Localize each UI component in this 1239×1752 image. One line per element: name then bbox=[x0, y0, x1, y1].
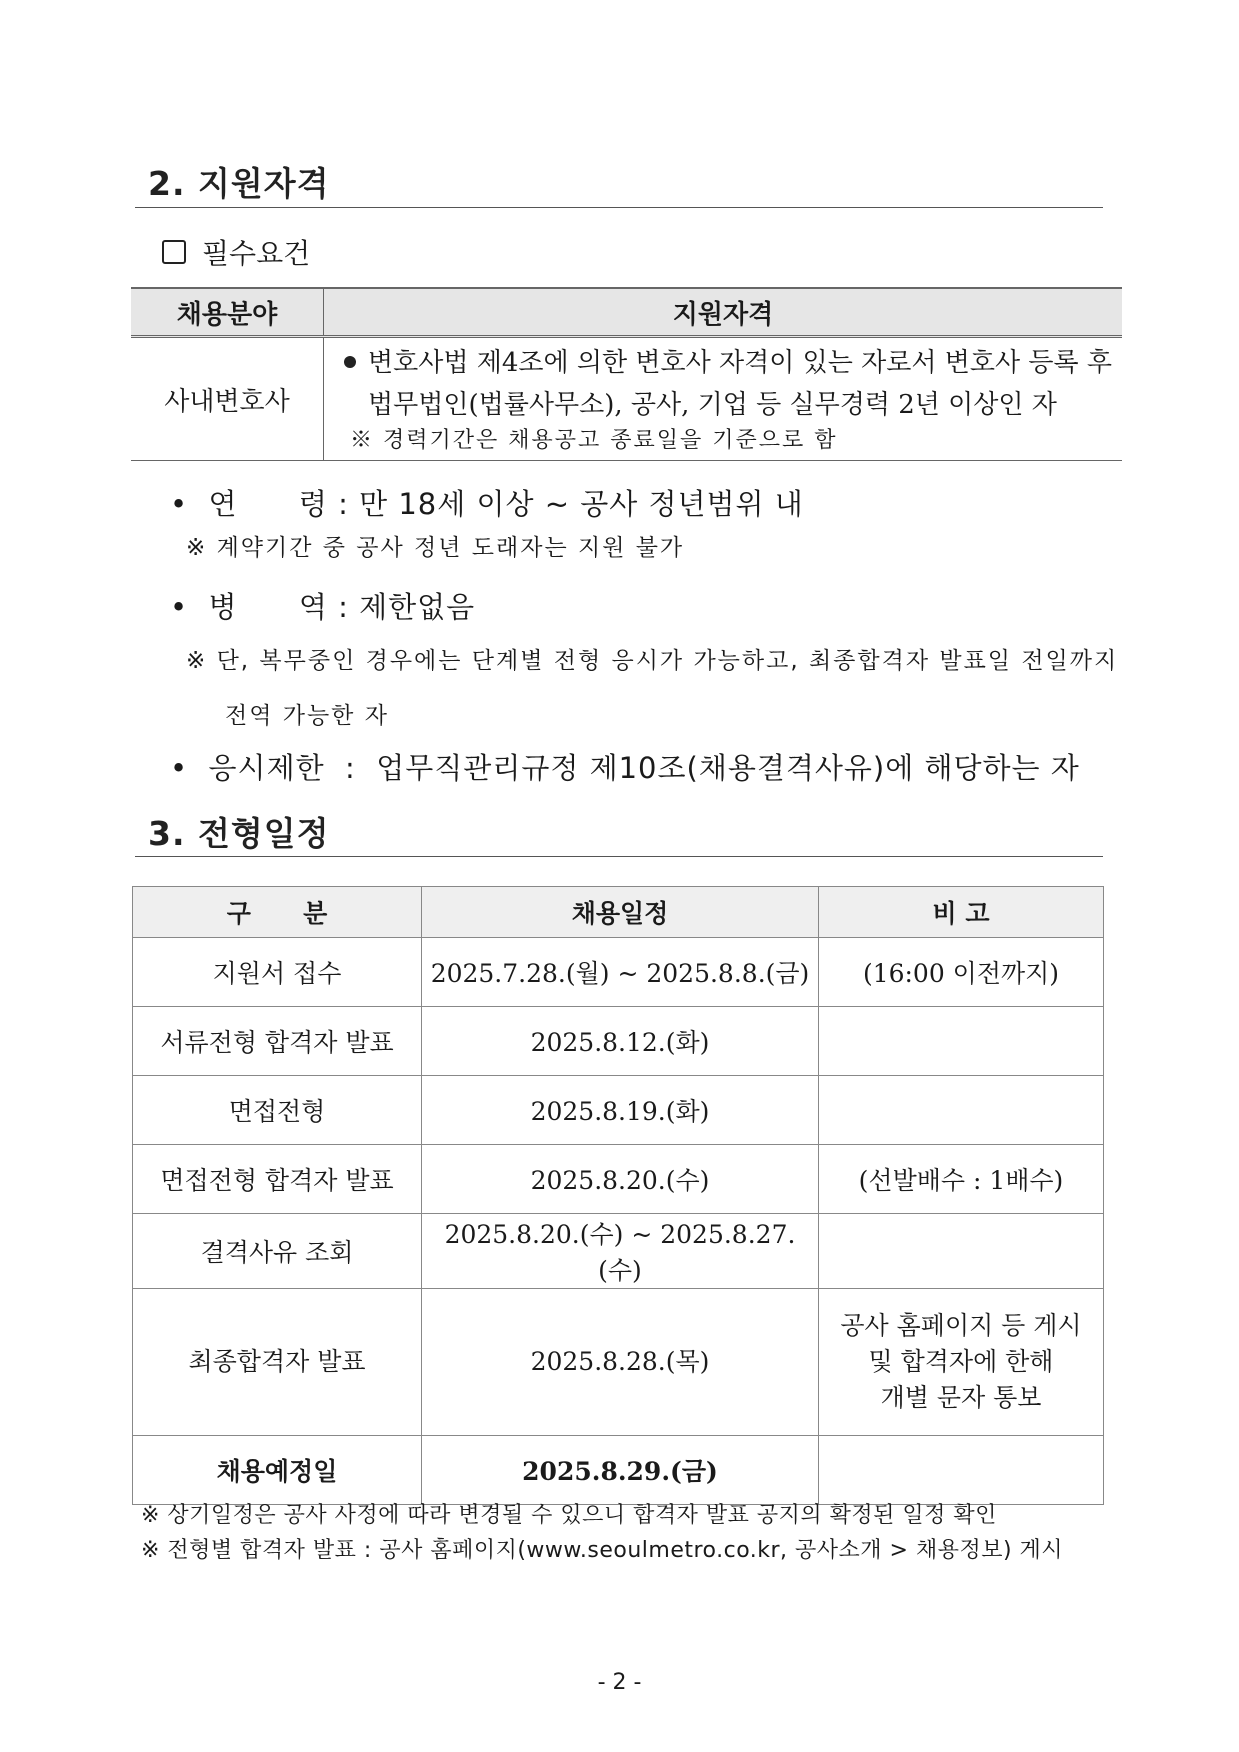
note-line: 개별 문자 통보 bbox=[880, 1383, 1042, 1412]
section-title: 3. 전형일정 bbox=[148, 814, 330, 853]
date-cell: 2025.7.28.(월) ~ 2025.8.8.(금) bbox=[422, 938, 819, 1007]
qualification-cell bbox=[324, 337, 1123, 461]
note-cell bbox=[819, 1076, 1104, 1145]
field-cell: 사내변호사 bbox=[131, 337, 324, 461]
military-note: ※ 단, 복무중인 경우에는 단계별 전형 응시가 가능하고, 최종합격자 발표일 전일까지 bbox=[186, 648, 1119, 674]
qualification-table bbox=[131, 287, 1122, 461]
footnote: ※ 전형별 합격자 발표 : 공사 홈페이지(www.seoulmetro.co.kr, 공사소개 > 채용정보) 게시 bbox=[141, 1538, 1064, 1563]
stage-cell: 면접전형 bbox=[133, 1076, 422, 1145]
military-line: • 병 역 : 제한없음 bbox=[170, 590, 476, 624]
note-line: 공사 홈페이지 등 게시 bbox=[840, 1311, 1082, 1340]
column-header: 채용분야 bbox=[131, 288, 324, 337]
section-divider bbox=[135, 856, 1103, 857]
table-row bbox=[131, 337, 1122, 461]
schedule-table bbox=[132, 886, 1104, 1505]
table-row bbox=[133, 1214, 1104, 1289]
table-row bbox=[133, 1436, 1104, 1505]
military-note-cont: 전역 가능한 자 bbox=[225, 703, 389, 729]
age-label: 연 령 bbox=[208, 487, 328, 521]
date-cell: 2025.8.19.(화) bbox=[422, 1076, 819, 1145]
footnote: ※ 상기일정은 공사 사정에 따라 변경될 수 있으니 합격자 발표 공지의 확정된 일정 확인 bbox=[141, 1503, 997, 1528]
note-cell: (16:00 이전까지) bbox=[819, 938, 1104, 1007]
stage-cell: 채용예정일 bbox=[133, 1436, 422, 1505]
table-row bbox=[133, 938, 1104, 1007]
column-header: 구 분 bbox=[133, 887, 422, 938]
date-cell: 2025.8.12.(화) bbox=[422, 1007, 819, 1076]
table-row bbox=[133, 1145, 1104, 1214]
column-header: 비 고 bbox=[819, 887, 1104, 938]
date-cell: 2025.8.20.(수) ~ 2025.8.27.(수) bbox=[422, 1214, 819, 1289]
age-value: 만 18세 이상 ~ 공사 정년범위 내 bbox=[359, 487, 804, 521]
checkbox-icon bbox=[162, 240, 186, 264]
note-cell bbox=[819, 1007, 1104, 1076]
military-label: 병 역 bbox=[208, 590, 328, 624]
table-row bbox=[133, 1007, 1104, 1076]
section-title: 2. 지원자격 bbox=[148, 164, 330, 203]
restriction-line: • 응시제한 : 업무직관리규정 제10조(채용결격사유)에 해당하는 자 bbox=[170, 751, 1080, 785]
table-header-row bbox=[133, 887, 1104, 938]
note-cell: (선발배수 : 1배수) bbox=[819, 1145, 1104, 1214]
stage-cell: 면접전형 합격자 발표 bbox=[133, 1145, 422, 1214]
qualification-line: 변호사법 제4조에 의한 변호사 자격이 있는 자로서 변호사 등록 후 bbox=[338, 342, 1122, 384]
date-cell: 2025.8.20.(수) bbox=[422, 1145, 819, 1214]
restriction-label: 응시제한 bbox=[208, 751, 325, 785]
table-header-row bbox=[131, 288, 1122, 337]
qualification-line: 법무법인(법률사무소), 공사, 기업 등 실무경력 2년 이상인 자 bbox=[368, 390, 1057, 420]
restriction-value: 업무직관리규정 제10조(채용결격사유)에 해당하는 자 bbox=[376, 751, 1080, 785]
stage-cell: 최종합격자 발표 bbox=[133, 1289, 422, 1436]
page-number: - 2 - bbox=[597, 1670, 642, 1695]
date-cell: 2025.8.29.(금) bbox=[422, 1436, 819, 1505]
stage-cell: 결격사유 조회 bbox=[133, 1214, 422, 1289]
table-row bbox=[133, 1076, 1104, 1145]
table-row bbox=[133, 1289, 1104, 1436]
stage-cell: 지원서 접수 bbox=[133, 938, 422, 1007]
column-header: 채용일정 bbox=[422, 887, 819, 938]
date-cell: 2025.8.28.(목) bbox=[422, 1289, 819, 1436]
note-cell bbox=[819, 1214, 1104, 1289]
military-value: 제한없음 bbox=[359, 590, 476, 624]
age-line: • 연 령 : 만 18세 이상 ~ 공사 정년범위 내 bbox=[170, 487, 804, 521]
age-note: ※ 계약기간 중 공사 정년 도래자는 지원 불가 bbox=[186, 535, 685, 561]
note-line: 및 합격자에 한해 bbox=[868, 1347, 1054, 1376]
bullet-icon bbox=[344, 356, 356, 368]
stage-cell: 서류전형 합격자 발표 bbox=[133, 1007, 422, 1076]
column-header: 지원자격 bbox=[324, 288, 1123, 337]
requirement-label: 필수요건 bbox=[202, 237, 311, 270]
requirement-heading bbox=[162, 232, 310, 272]
note-cell bbox=[819, 1289, 1104, 1436]
note-cell bbox=[819, 1436, 1104, 1505]
section-divider bbox=[135, 207, 1103, 208]
qualification-note: ※ 경력기간은 채용공고 종료일을 기준으로 함 bbox=[350, 428, 838, 453]
